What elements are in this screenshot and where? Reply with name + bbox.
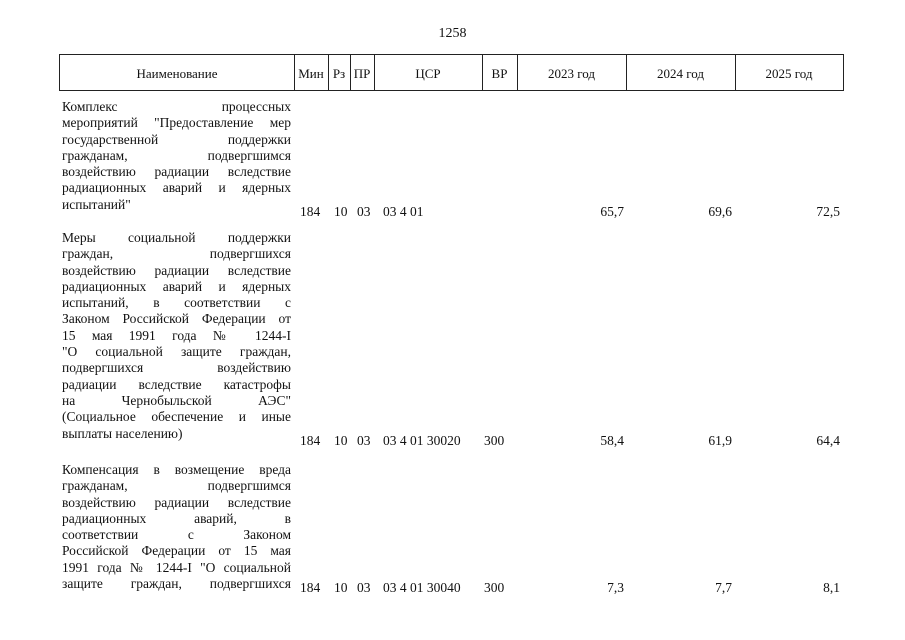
row-vr: 300	[484, 580, 505, 595]
row-csr: 03 4 01 30020	[383, 433, 461, 448]
row-name: Комплекс процессных мероприятий "Предоставление мер государственной поддержки гражданам, подвергшимся воздействию радиации вследствие радиационных аварий и ядерных испытаний"	[62, 99, 291, 212]
row-rz: 10	[334, 580, 348, 595]
row-vr: 300	[484, 433, 505, 448]
row-2023: 65,7	[600, 204, 624, 219]
table-header	[59, 54, 844, 91]
row-pr: 03	[357, 204, 371, 219]
row-min: 184	[300, 204, 321, 219]
row-pr: 03	[357, 580, 371, 595]
row-csr: 03 4 01	[383, 204, 424, 219]
header-name: Наименование	[136, 66, 218, 81]
header-rz: Рз	[332, 66, 346, 81]
header-min: Мин	[298, 66, 324, 81]
row-min: 184	[300, 580, 321, 595]
row-csr: 03 4 01 30040	[383, 580, 461, 595]
header-vr: ВР	[491, 66, 508, 81]
header-2025: 2025 год	[765, 66, 813, 81]
header-2023: 2023 год	[548, 66, 595, 81]
header-2024: 2024 год	[657, 66, 704, 81]
row-name: Меры социальной поддержки граждан, подвергшихся воздействию радиации вследствие радиационных аварий и ядерных испытаний, в соответствии с Законом Российской Федерации от 15 мая 1991 года № 1244-I "О социальной защите граждан, подвергшихся воздействию радиации вследствие катастрофы на Чернобыльской АЭС" (Социальное обеспечение и иные выплаты населению)	[62, 230, 291, 441]
row-pr: 03	[357, 433, 371, 448]
row-rz: 10	[334, 433, 348, 448]
row-min: 184	[300, 433, 321, 448]
header-csr: ЦСР	[415, 66, 441, 81]
row-2025: 8,1	[823, 580, 840, 595]
row-2025: 72,5	[816, 204, 840, 219]
row-2023: 7,3	[607, 580, 624, 595]
row-2024: 7,7	[715, 580, 732, 595]
row-2024: 61,9	[708, 433, 732, 448]
row-rz: 10	[334, 204, 348, 219]
row-2025: 64,4	[816, 433, 840, 448]
row-2023: 58,4	[600, 433, 624, 448]
page-number: 1258	[438, 26, 467, 41]
row-name: Компенсация в возмещение вреда гражданам, подвергшимся воздействию радиации вследствие радиационных аварий, в соответствии с Законом Российской Федерации от 15 мая 1991 года № 1244-I "О социальной защите граждан, подвергшихся	[62, 462, 291, 592]
header-pr: ПР	[353, 66, 371, 81]
row-2024: 69,6	[708, 204, 732, 219]
